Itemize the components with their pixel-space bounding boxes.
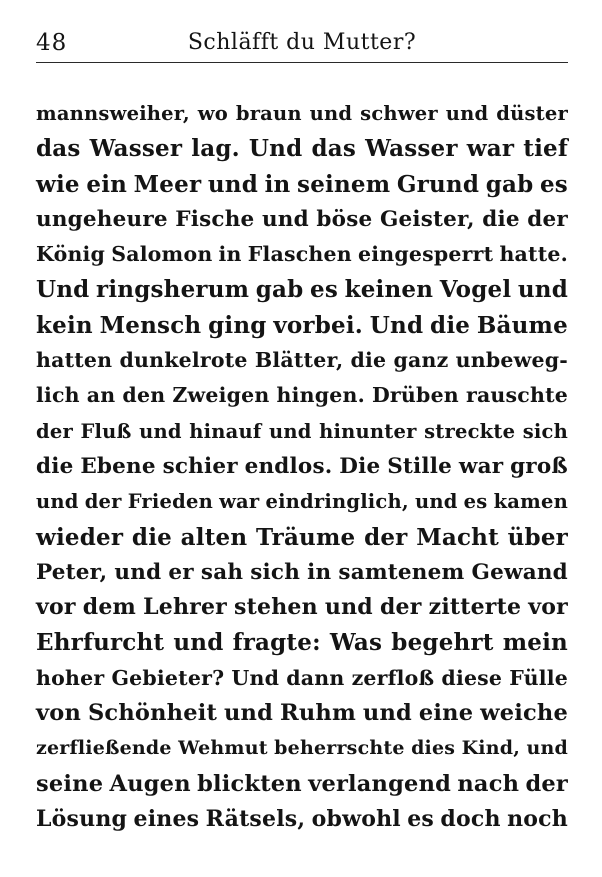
word: wieder [36, 523, 124, 551]
word: braun [235, 102, 302, 125]
word: verlangend [308, 770, 452, 797]
page-header [36, 28, 568, 62]
word: hingen. [276, 383, 365, 408]
word: eingesperrt [358, 242, 494, 267]
word: Und [36, 276, 90, 304]
word: samtenem [338, 559, 465, 585]
word: sich [250, 559, 301, 585]
text-line [36, 661, 568, 696]
word: groß [510, 453, 568, 479]
word: keinen [344, 276, 434, 304]
word: in [264, 170, 291, 198]
word: lag. [191, 135, 240, 163]
text-line [36, 167, 568, 202]
word: dem [82, 594, 137, 621]
word: Wehmut [178, 737, 268, 760]
word: hoher [36, 665, 105, 690]
word: und [268, 419, 312, 443]
word: düster [496, 102, 568, 125]
word: ganz [393, 348, 449, 373]
word: es [463, 490, 488, 514]
word: die [36, 453, 74, 479]
word: und [324, 594, 373, 621]
text-line [36, 520, 568, 555]
word: er [168, 559, 194, 585]
text-line [36, 96, 568, 131]
word: und [362, 700, 412, 727]
word: und [114, 559, 162, 585]
word: Und [231, 665, 280, 690]
word: weiche [480, 700, 568, 727]
word: Rätsels, [205, 805, 306, 832]
word: es [310, 276, 338, 304]
word: böse [316, 206, 373, 232]
word: obwohl [311, 805, 401, 832]
body-text [36, 96, 568, 837]
word: ungeheure [36, 206, 168, 232]
word: kamen [493, 490, 568, 514]
word: Flaschen [247, 242, 352, 267]
text-line [36, 555, 568, 590]
text-line [36, 308, 568, 343]
word: sich [522, 419, 568, 443]
word: mein [502, 629, 568, 657]
word: Ebene [80, 453, 156, 479]
word: und [207, 170, 259, 198]
text-line [36, 343, 568, 378]
word: und [309, 102, 353, 125]
text-line [36, 449, 568, 484]
word: Geister, [379, 206, 475, 232]
word: unbeweg- [455, 348, 568, 373]
text-line [36, 484, 568, 519]
word: und [526, 737, 568, 760]
word: sah [200, 559, 244, 585]
word: Ehrfurcht [36, 629, 165, 657]
word: schier [162, 453, 238, 479]
header-rule [36, 62, 568, 63]
word: lich [36, 383, 80, 408]
word: Wasser [365, 135, 458, 163]
word: endlos. [244, 453, 333, 479]
word: und [517, 276, 568, 304]
text-line [36, 131, 568, 166]
word: Vogel [439, 276, 512, 304]
text-line [36, 731, 568, 766]
word: es [407, 805, 435, 832]
word: über [507, 523, 568, 551]
word: und [414, 490, 458, 514]
word: Bäume [476, 311, 568, 339]
word: zitterte [428, 594, 522, 621]
text-line [36, 802, 568, 837]
word: die [131, 523, 172, 551]
word: kein [36, 311, 93, 339]
word: Und [369, 311, 424, 339]
word: ein [86, 170, 128, 198]
word: gab [255, 276, 304, 304]
word: vorbei. [273, 311, 364, 339]
word: das [36, 135, 81, 163]
word: Salomon [111, 242, 213, 267]
word: Kind, [461, 737, 521, 760]
word: hinauf [189, 419, 262, 443]
word: ringsherum [96, 276, 250, 304]
word: diese [441, 665, 503, 690]
text-line [36, 202, 568, 237]
word: Frieden [127, 490, 213, 514]
word: Augen [109, 770, 191, 797]
word: nach [457, 770, 520, 797]
word: die [482, 206, 520, 232]
word: stehen [234, 594, 318, 621]
word: wie [36, 170, 80, 198]
word: der [84, 490, 122, 514]
word: Mensch [99, 311, 202, 339]
word: hatte. [499, 242, 568, 267]
word: Wasser [89, 135, 183, 163]
word: begehrt [391, 629, 494, 657]
word: in [218, 242, 242, 267]
word: und [139, 419, 182, 443]
word: Und [248, 135, 303, 163]
word: seine [36, 770, 104, 797]
word: und [223, 700, 274, 727]
page-number: 48 [36, 30, 68, 56]
word: vor [528, 594, 568, 621]
word: hinunter [319, 419, 417, 443]
running-title: Schläfft du Mutter? [187, 30, 417, 55]
text-line [36, 696, 568, 731]
word: Schönheit [87, 700, 218, 727]
word: Drüben [371, 383, 459, 408]
word: und [261, 206, 309, 232]
word: eine [418, 700, 474, 727]
word: dunkelrote [119, 348, 248, 373]
word: vor [36, 594, 76, 621]
word: es [539, 170, 568, 198]
word: und [445, 102, 489, 125]
word: und [36, 490, 79, 514]
text-line [36, 625, 568, 660]
word: der [364, 523, 408, 551]
word: ging [208, 311, 267, 339]
word: Zweigen [172, 383, 270, 408]
word: Blätter, [254, 348, 344, 373]
word: war [458, 453, 504, 479]
word: der [36, 419, 73, 443]
word: wo [197, 102, 228, 125]
text-line [36, 237, 568, 272]
word: rauschte [465, 383, 568, 408]
word: doch [440, 805, 501, 832]
word: die [350, 348, 387, 373]
word: zerfließende [36, 737, 172, 760]
word: Die [339, 453, 381, 479]
word: Gewand [471, 559, 568, 585]
word: seinem [297, 170, 391, 198]
word: den [122, 383, 166, 408]
word: der [379, 594, 422, 621]
word: war [219, 490, 260, 514]
word: Ruhm [279, 700, 356, 727]
word: eindringlich, [265, 490, 409, 514]
word: mannsweiher, [36, 102, 190, 125]
word: Grund [396, 170, 480, 198]
word: das [311, 135, 356, 163]
word: Gebieter? [111, 665, 225, 690]
word: dies [411, 737, 456, 760]
word: zerfloß [351, 665, 435, 690]
word: der [525, 770, 568, 797]
word: der [527, 206, 568, 232]
text-line [36, 767, 568, 802]
word: beherrschte [274, 737, 405, 760]
word: eines [133, 805, 200, 832]
word: dann [286, 665, 345, 690]
text-line [36, 378, 568, 413]
word: Fülle [509, 665, 568, 690]
word: Stille [387, 453, 453, 479]
word: alten [180, 523, 248, 551]
word: fragte: [232, 629, 321, 657]
word: hatten [36, 348, 113, 373]
word: schwer [360, 102, 438, 125]
word: Macht [416, 523, 499, 551]
word: streckte [424, 419, 516, 443]
word: gab [485, 170, 534, 198]
word: Fische [175, 206, 255, 232]
word: blickten [197, 770, 302, 797]
word: Was [329, 629, 383, 657]
text-line [36, 590, 568, 625]
word: Fluß [80, 419, 132, 443]
word: tief [523, 135, 568, 163]
word: Peter, [36, 559, 108, 585]
word: und [173, 629, 224, 657]
word: Träume [256, 523, 356, 551]
word: noch [507, 805, 568, 832]
word: Lehrer [143, 594, 227, 621]
word: von [36, 700, 82, 727]
word: in [307, 559, 332, 585]
word: Meer [133, 170, 202, 198]
word: war [466, 135, 515, 163]
word: an [86, 383, 116, 408]
word: Lösung [36, 805, 128, 832]
text-line [36, 414, 568, 449]
word: König [36, 242, 106, 267]
text-line [36, 272, 568, 307]
word: die [430, 311, 471, 339]
